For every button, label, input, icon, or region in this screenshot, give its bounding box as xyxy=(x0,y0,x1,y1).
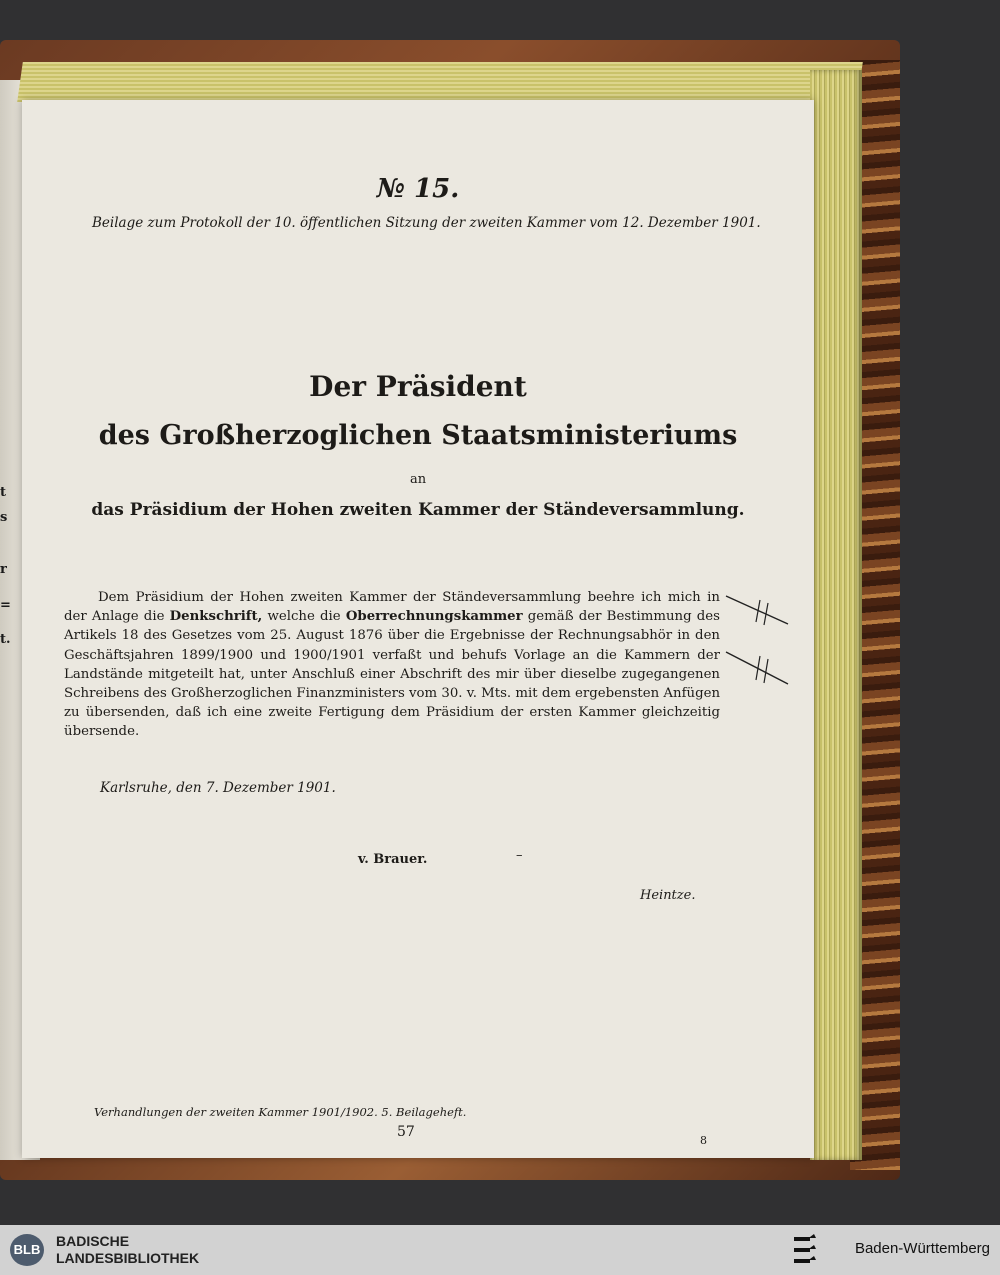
body-text-3: gemäß der Bestimmung des Artikels 18 des Gesetzes vom 25. August 1876 über die Ergebnisse der Rechnungsabhör in den Geschäftsjahren 1899/1900 und 1900/1901 verfaßt und behufs Vorlage an die Kammern der Landstände mitgeteilt hat, unter Anschluß einer Abschrift des mir über dieselbe zugegangenen Schreibens des Großherzoglichen Finanzministers vom 30. v. Mts. mit dem ergebensten Anfügen zu übersenden, daß ich eine zweite Fertigung dem Präsidium der ersten Kammer gleichzeitig übersende. xyxy=(64,609,721,740)
left-margin-fragment: s xyxy=(0,510,8,525)
left-margin-fragment: = xyxy=(0,598,11,613)
blb-logo-icon[interactable]: BLB xyxy=(10,1234,44,1266)
recipient-line: das Präsidium der Hohen zweiten Kammer der Ständeversammlung. xyxy=(91,500,745,520)
body-bold-denkschrift: Denkschrift, xyxy=(169,609,263,625)
beilage-line: Beilage zum Protokoll der 10. öffentlichen Sitzung der zweiten Kammer vom 12. Dezember 1901. xyxy=(92,215,761,231)
library-name-line-1: BADISCHE xyxy=(56,1233,130,1249)
left-margin-fragment: t. xyxy=(0,632,11,647)
title-line-1: Der Präsident xyxy=(309,370,527,403)
document-number: № 15. xyxy=(376,174,460,204)
bw-lions-icon xyxy=(790,1231,822,1269)
body-bold-oberrechnungskammer: Oberrechnungskammer xyxy=(345,609,523,625)
footer-line: Verhandlungen der zweiten Kammer 1901/1902. 5. Beilageheft. xyxy=(94,1105,467,1119)
signature-brauer: v. Brauer. xyxy=(358,852,428,867)
library-name[interactable] xyxy=(56,1233,199,1267)
body-text-2: welche die xyxy=(267,609,341,625)
an-word: an xyxy=(409,472,427,487)
library-footer-bar xyxy=(0,1225,1000,1275)
page-number: 57 xyxy=(397,1124,415,1140)
state-name[interactable]: Baden-Württemberg xyxy=(854,1240,990,1257)
sheet-number: 8 xyxy=(700,1134,707,1147)
page-top-edge xyxy=(17,62,863,102)
document-page xyxy=(22,100,814,1158)
left-margin-fragment: r xyxy=(0,562,7,577)
body-text-1: Dem Präsidium der Hohen zweiten Kammer der Ständeversammlung beehre ich mich in der Anlage die xyxy=(64,590,720,625)
page-stack-edge xyxy=(810,70,862,1160)
signature-heintze: Heintze. xyxy=(640,888,696,903)
library-name-line-2: LANDESBIBLIOTHEK xyxy=(56,1250,200,1266)
title-line-2: des Großherzoglichen Staatsministeriums xyxy=(98,420,738,451)
signature-dash: – xyxy=(516,848,523,863)
left-margin-fragment: t xyxy=(0,485,7,500)
margin-annotation-marks xyxy=(722,594,792,694)
body-paragraph xyxy=(64,588,720,742)
date-line: Karlsruhe, den 7. Dezember 1901. xyxy=(100,780,336,796)
